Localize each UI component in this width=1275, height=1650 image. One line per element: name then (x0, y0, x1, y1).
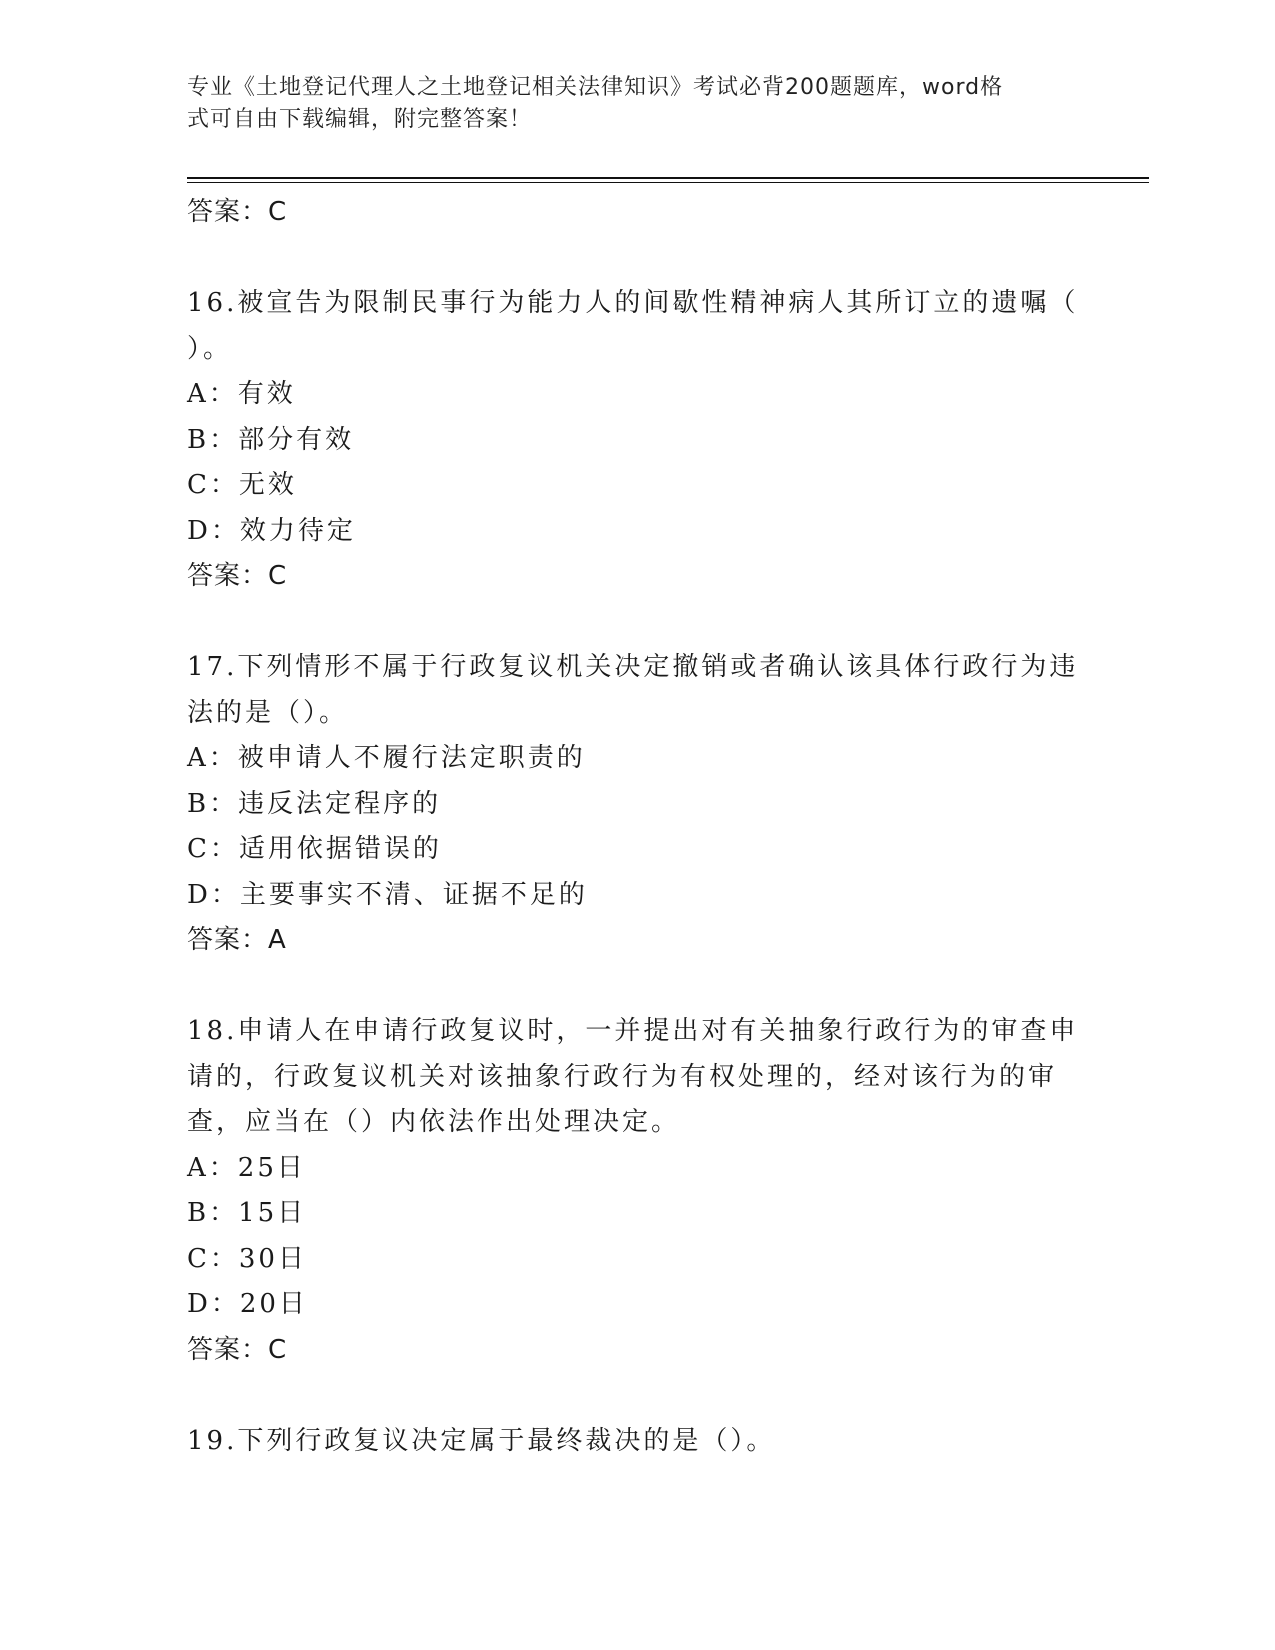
answer-line: 答案：A (187, 925, 287, 955)
question-19 (187, 1419, 1087, 1465)
option-a: A：被申请人不履行法定职责的 (187, 743, 586, 773)
header-line-2: 式可自由下载编辑，附完整答案！ (187, 107, 533, 132)
header-line-1: 专业《土地登记代理人之土地登记相关法律知识》考试必背200题题库，word格 (187, 75, 1004, 100)
option-b: B：15日 (187, 1198, 307, 1228)
option-d: D：20日 (187, 1289, 308, 1319)
question-text: 16.被宣告为限制民事行为能力人的间歇性精神病人其所订立的遗嘱（ (187, 288, 1079, 318)
question-17 (187, 645, 1087, 964)
question-text: ）。 (187, 333, 233, 364)
answer-line: 答案：C (187, 561, 288, 591)
question-16 (187, 281, 1087, 600)
header-divider-thick (187, 177, 1149, 179)
option-b: B：部分有效 (187, 424, 355, 455)
option-c: C：适用依据错误的 (187, 834, 442, 864)
question-text: 查，应当在（）内依法作出处理决定。 (187, 1107, 681, 1137)
question-text: 18.申请人在申请行政复议时，一并提出对有关抽象行政行为的审查申 (187, 1016, 1079, 1046)
answer-line: 答案：C (187, 197, 288, 227)
option-d: D：主要事实不清、证据不足的 (187, 879, 588, 910)
option-a: A：有效 (187, 379, 296, 409)
spacer (187, 236, 1087, 282)
option-a: A：25日 (187, 1152, 306, 1183)
question-text: 17.下列情形不属于行政复议机关决定撤销或者确认该具体行政行为违 (187, 652, 1079, 682)
option-b: B：违反法定程序的 (187, 788, 442, 819)
option-c: C：无效 (187, 470, 297, 500)
option-d: D：效力待定 (187, 515, 356, 546)
answer-line: 答案：C (187, 1334, 288, 1365)
question-18 (187, 1009, 1087, 1373)
document-header (187, 72, 1067, 136)
question-text: 法的是（）。 (187, 697, 349, 728)
question-list (187, 190, 1087, 1464)
spacer (187, 964, 1087, 1010)
option-c: C：30日 (187, 1243, 307, 1274)
header-divider-thin (187, 182, 1149, 183)
spacer (187, 600, 1087, 646)
question-text: 请的，行政复议机关对该抽象行政行为有权处理的，经对该行为的审 (187, 1061, 1058, 1092)
spacer (187, 1373, 1087, 1419)
question-text: 19.下列行政复议决定属于最终裁决的是（）。 (187, 1425, 776, 1456)
